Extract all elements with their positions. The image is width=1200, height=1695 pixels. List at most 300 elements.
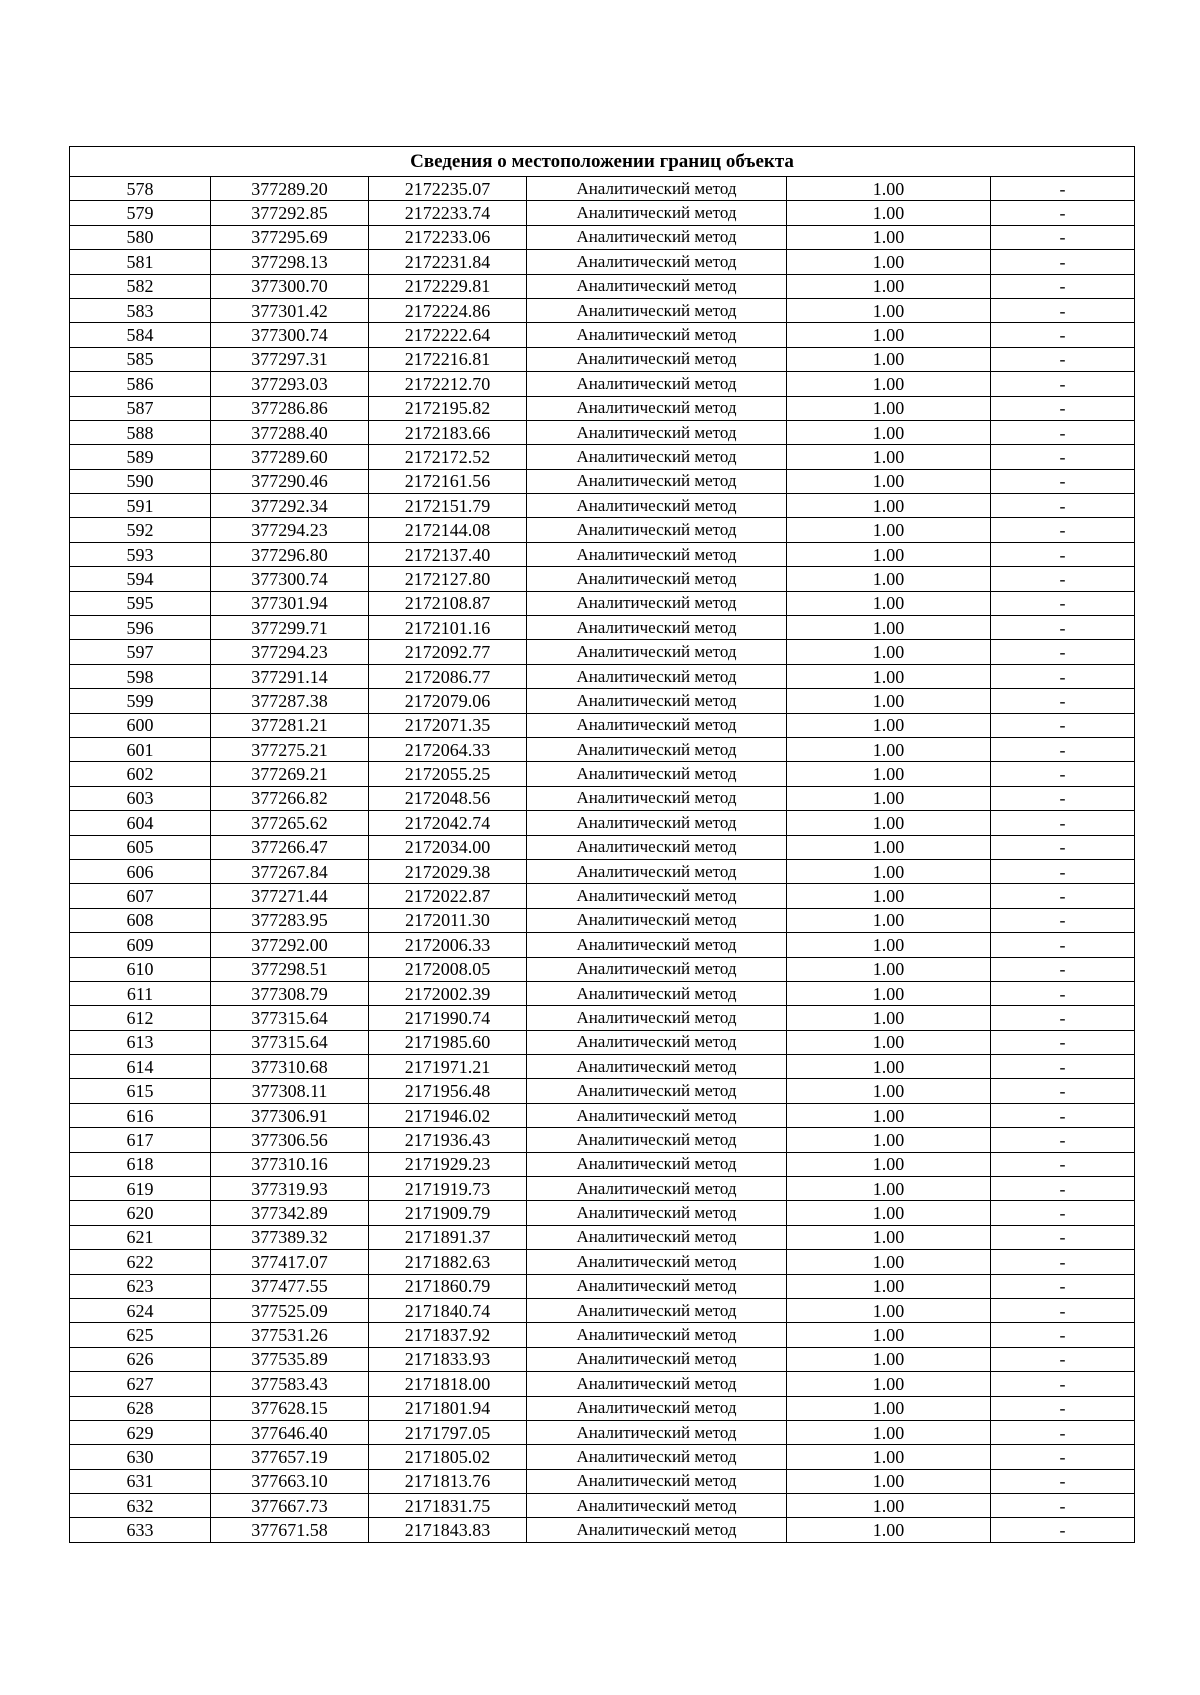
description-cell: - bbox=[991, 762, 1135, 786]
x-coordinate-cell: 377657.19 bbox=[211, 1445, 369, 1469]
point-number-cell: 621 bbox=[70, 1225, 211, 1249]
accuracy-cell: 1.00 bbox=[787, 1396, 991, 1420]
table-row bbox=[70, 1030, 1135, 1054]
y-coordinate-cell: 2171831.75 bbox=[369, 1494, 527, 1518]
table-row bbox=[70, 1274, 1135, 1298]
accuracy-cell: 1.00 bbox=[787, 1006, 991, 1030]
table-row bbox=[70, 664, 1135, 688]
point-number-cell: 613 bbox=[70, 1030, 211, 1054]
point-number-cell: 590 bbox=[70, 469, 211, 493]
y-coordinate-cell: 2171956.48 bbox=[369, 1079, 527, 1103]
x-coordinate-cell: 377389.32 bbox=[211, 1225, 369, 1249]
point-number-cell: 593 bbox=[70, 542, 211, 566]
table-row bbox=[70, 1128, 1135, 1152]
table-row bbox=[70, 1323, 1135, 1347]
point-number-cell: 627 bbox=[70, 1372, 211, 1396]
description-cell: - bbox=[991, 1396, 1135, 1420]
description-cell: - bbox=[991, 859, 1135, 883]
description-cell: - bbox=[991, 1030, 1135, 1054]
x-coordinate-cell: 377301.94 bbox=[211, 591, 369, 615]
table-row bbox=[70, 542, 1135, 566]
accuracy-cell: 1.00 bbox=[787, 494, 991, 518]
y-coordinate-cell: 2171971.21 bbox=[369, 1055, 527, 1079]
y-coordinate-cell: 2171860.79 bbox=[369, 1274, 527, 1298]
accuracy-cell: 1.00 bbox=[787, 664, 991, 688]
table-row bbox=[70, 1372, 1135, 1396]
x-coordinate-cell: 377300.74 bbox=[211, 567, 369, 591]
table-row bbox=[70, 274, 1135, 298]
description-cell: - bbox=[991, 1347, 1135, 1371]
x-coordinate-cell: 377535.89 bbox=[211, 1347, 369, 1371]
table-row bbox=[70, 737, 1135, 761]
x-coordinate-cell: 377269.21 bbox=[211, 762, 369, 786]
table-row bbox=[70, 201, 1135, 225]
x-coordinate-cell: 377646.40 bbox=[211, 1420, 369, 1444]
point-number-cell: 614 bbox=[70, 1055, 211, 1079]
y-coordinate-cell: 2172195.82 bbox=[369, 396, 527, 420]
table-row bbox=[70, 494, 1135, 518]
y-coordinate-cell: 2171909.79 bbox=[369, 1201, 527, 1225]
accuracy-cell: 1.00 bbox=[787, 1103, 991, 1127]
x-coordinate-cell: 377286.86 bbox=[211, 396, 369, 420]
method-cell: Аналитический метод bbox=[527, 1152, 787, 1176]
x-coordinate-cell: 377628.15 bbox=[211, 1396, 369, 1420]
point-number-cell: 626 bbox=[70, 1347, 211, 1371]
accuracy-cell: 1.00 bbox=[787, 372, 991, 396]
x-coordinate-cell: 377289.20 bbox=[211, 177, 369, 201]
accuracy-cell: 1.00 bbox=[787, 1372, 991, 1396]
method-cell: Аналитический метод bbox=[527, 250, 787, 274]
y-coordinate-cell: 2172212.70 bbox=[369, 372, 527, 396]
description-cell: - bbox=[991, 396, 1135, 420]
x-coordinate-cell: 377342.89 bbox=[211, 1201, 369, 1225]
x-coordinate-cell: 377310.16 bbox=[211, 1152, 369, 1176]
description-cell: - bbox=[991, 274, 1135, 298]
point-number-cell: 630 bbox=[70, 1445, 211, 1469]
table-row bbox=[70, 250, 1135, 274]
y-coordinate-cell: 2172011.30 bbox=[369, 908, 527, 932]
description-cell: - bbox=[991, 567, 1135, 591]
point-number-cell: 584 bbox=[70, 323, 211, 347]
y-coordinate-cell: 2172048.56 bbox=[369, 786, 527, 810]
table-row bbox=[70, 396, 1135, 420]
method-cell: Аналитический метод bbox=[527, 1494, 787, 1518]
x-coordinate-cell: 377298.13 bbox=[211, 250, 369, 274]
table-row bbox=[70, 689, 1135, 713]
method-cell: Аналитический метод bbox=[527, 396, 787, 420]
y-coordinate-cell: 2172008.05 bbox=[369, 957, 527, 981]
accuracy-cell: 1.00 bbox=[787, 1420, 991, 1444]
description-cell: - bbox=[991, 884, 1135, 908]
table-row bbox=[70, 1469, 1135, 1493]
x-coordinate-cell: 377306.56 bbox=[211, 1128, 369, 1152]
method-cell: Аналитический метод bbox=[527, 1372, 787, 1396]
y-coordinate-cell: 2171929.23 bbox=[369, 1152, 527, 1176]
x-coordinate-cell: 377663.10 bbox=[211, 1469, 369, 1493]
method-cell: Аналитический метод bbox=[527, 786, 787, 810]
accuracy-cell: 1.00 bbox=[787, 177, 991, 201]
table-row bbox=[70, 1103, 1135, 1127]
point-number-cell: 606 bbox=[70, 859, 211, 883]
point-number-cell: 605 bbox=[70, 835, 211, 859]
accuracy-cell: 1.00 bbox=[787, 469, 991, 493]
x-coordinate-cell: 377297.31 bbox=[211, 347, 369, 371]
method-cell: Аналитический метод bbox=[527, 445, 787, 469]
y-coordinate-cell: 2171801.94 bbox=[369, 1396, 527, 1420]
y-coordinate-cell: 2172235.07 bbox=[369, 177, 527, 201]
table-row bbox=[70, 1494, 1135, 1518]
point-number-cell: 612 bbox=[70, 1006, 211, 1030]
y-coordinate-cell: 2172224.86 bbox=[369, 298, 527, 322]
point-number-cell: 604 bbox=[70, 811, 211, 835]
x-coordinate-cell: 377275.21 bbox=[211, 737, 369, 761]
x-coordinate-cell: 377315.64 bbox=[211, 1006, 369, 1030]
point-number-cell: 619 bbox=[70, 1177, 211, 1201]
y-coordinate-cell: 2172183.66 bbox=[369, 420, 527, 444]
y-coordinate-cell: 2172161.56 bbox=[369, 469, 527, 493]
description-cell: - bbox=[991, 1250, 1135, 1274]
description-cell: - bbox=[991, 981, 1135, 1005]
point-number-cell: 616 bbox=[70, 1103, 211, 1127]
boundary-table bbox=[69, 146, 1135, 1543]
point-number-cell: 623 bbox=[70, 1274, 211, 1298]
description-cell: - bbox=[991, 786, 1135, 810]
method-cell: Аналитический метод bbox=[527, 762, 787, 786]
method-cell: Аналитический метод bbox=[527, 323, 787, 347]
y-coordinate-cell: 2171891.37 bbox=[369, 1225, 527, 1249]
x-coordinate-cell: 377295.69 bbox=[211, 225, 369, 249]
description-cell: - bbox=[991, 323, 1135, 347]
description-cell: - bbox=[991, 640, 1135, 664]
description-cell: - bbox=[991, 445, 1135, 469]
description-cell: - bbox=[991, 177, 1135, 201]
accuracy-cell: 1.00 bbox=[787, 201, 991, 225]
document-page bbox=[69, 146, 1134, 1543]
table-row bbox=[70, 469, 1135, 493]
accuracy-cell: 1.00 bbox=[787, 835, 991, 859]
y-coordinate-cell: 2172172.52 bbox=[369, 445, 527, 469]
description-cell: - bbox=[991, 494, 1135, 518]
accuracy-cell: 1.00 bbox=[787, 1201, 991, 1225]
y-coordinate-cell: 2171843.83 bbox=[369, 1518, 527, 1542]
x-coordinate-cell: 377301.42 bbox=[211, 298, 369, 322]
method-cell: Аналитический метод bbox=[527, 835, 787, 859]
method-cell: Аналитический метод bbox=[527, 908, 787, 932]
y-coordinate-cell: 2172034.00 bbox=[369, 835, 527, 859]
x-coordinate-cell: 377294.23 bbox=[211, 640, 369, 664]
point-number-cell: 610 bbox=[70, 957, 211, 981]
description-cell: - bbox=[991, 1128, 1135, 1152]
accuracy-cell: 1.00 bbox=[787, 957, 991, 981]
accuracy-cell: 1.00 bbox=[787, 347, 991, 371]
accuracy-cell: 1.00 bbox=[787, 250, 991, 274]
method-cell: Аналитический метод bbox=[527, 225, 787, 249]
accuracy-cell: 1.00 bbox=[787, 737, 991, 761]
accuracy-cell: 1.00 bbox=[787, 396, 991, 420]
method-cell: Аналитический метод bbox=[527, 811, 787, 835]
accuracy-cell: 1.00 bbox=[787, 298, 991, 322]
point-number-cell: 588 bbox=[70, 420, 211, 444]
description-cell: - bbox=[991, 420, 1135, 444]
method-cell: Аналитический метод bbox=[527, 567, 787, 591]
y-coordinate-cell: 2172233.06 bbox=[369, 225, 527, 249]
point-number-cell: 631 bbox=[70, 1469, 211, 1493]
y-coordinate-cell: 2172092.77 bbox=[369, 640, 527, 664]
table-row bbox=[70, 908, 1135, 932]
x-coordinate-cell: 377283.95 bbox=[211, 908, 369, 932]
accuracy-cell: 1.00 bbox=[787, 225, 991, 249]
point-number-cell: 598 bbox=[70, 664, 211, 688]
description-cell: - bbox=[991, 518, 1135, 542]
accuracy-cell: 1.00 bbox=[787, 1469, 991, 1493]
description-cell: - bbox=[991, 737, 1135, 761]
method-cell: Аналитический метод bbox=[527, 1079, 787, 1103]
point-number-cell: 601 bbox=[70, 737, 211, 761]
y-coordinate-cell: 2172222.64 bbox=[369, 323, 527, 347]
accuracy-cell: 1.00 bbox=[787, 1445, 991, 1469]
point-number-cell: 628 bbox=[70, 1396, 211, 1420]
method-cell: Аналитический метод bbox=[527, 664, 787, 688]
x-coordinate-cell: 377267.84 bbox=[211, 859, 369, 883]
table-title: Сведения о местоположении границ объекта bbox=[70, 147, 1135, 177]
accuracy-cell: 1.00 bbox=[787, 884, 991, 908]
description-cell: - bbox=[991, 469, 1135, 493]
point-number-cell: 589 bbox=[70, 445, 211, 469]
description-cell: - bbox=[991, 347, 1135, 371]
description-cell: - bbox=[991, 1201, 1135, 1225]
y-coordinate-cell: 2172079.06 bbox=[369, 689, 527, 713]
method-cell: Аналитический метод bbox=[527, 1177, 787, 1201]
point-number-cell: 608 bbox=[70, 908, 211, 932]
y-coordinate-cell: 2172086.77 bbox=[369, 664, 527, 688]
x-coordinate-cell: 377300.74 bbox=[211, 323, 369, 347]
accuracy-cell: 1.00 bbox=[787, 981, 991, 1005]
point-number-cell: 633 bbox=[70, 1518, 211, 1542]
description-cell: - bbox=[991, 811, 1135, 835]
point-number-cell: 582 bbox=[70, 274, 211, 298]
point-number-cell: 607 bbox=[70, 884, 211, 908]
method-cell: Аналитический метод bbox=[527, 1201, 787, 1225]
method-cell: Аналитический метод bbox=[527, 1445, 787, 1469]
method-cell: Аналитический метод bbox=[527, 542, 787, 566]
table-row bbox=[70, 884, 1135, 908]
accuracy-cell: 1.00 bbox=[787, 1494, 991, 1518]
x-coordinate-cell: 377583.43 bbox=[211, 1372, 369, 1396]
table-row bbox=[70, 1079, 1135, 1103]
x-coordinate-cell: 377308.79 bbox=[211, 981, 369, 1005]
point-number-cell: 581 bbox=[70, 250, 211, 274]
point-number-cell: 629 bbox=[70, 1420, 211, 1444]
accuracy-cell: 1.00 bbox=[787, 445, 991, 469]
table-row bbox=[70, 591, 1135, 615]
y-coordinate-cell: 2172002.39 bbox=[369, 981, 527, 1005]
description-cell: - bbox=[991, 542, 1135, 566]
method-cell: Аналитический метод bbox=[527, 1518, 787, 1542]
point-number-cell: 586 bbox=[70, 372, 211, 396]
description-cell: - bbox=[991, 591, 1135, 615]
point-number-cell: 620 bbox=[70, 1201, 211, 1225]
table-row bbox=[70, 859, 1135, 883]
x-coordinate-cell: 377306.91 bbox=[211, 1103, 369, 1127]
description-cell: - bbox=[991, 1323, 1135, 1347]
y-coordinate-cell: 2171805.02 bbox=[369, 1445, 527, 1469]
description-cell: - bbox=[991, 1055, 1135, 1079]
accuracy-cell: 1.00 bbox=[787, 542, 991, 566]
method-cell: Аналитический метод bbox=[527, 274, 787, 298]
accuracy-cell: 1.00 bbox=[787, 1518, 991, 1542]
point-number-cell: 625 bbox=[70, 1323, 211, 1347]
y-coordinate-cell: 2171833.93 bbox=[369, 1347, 527, 1371]
accuracy-cell: 1.00 bbox=[787, 1347, 991, 1371]
description-cell: - bbox=[991, 225, 1135, 249]
accuracy-cell: 1.00 bbox=[787, 640, 991, 664]
point-number-cell: 615 bbox=[70, 1079, 211, 1103]
method-cell: Аналитический метод bbox=[527, 737, 787, 761]
table-row bbox=[70, 616, 1135, 640]
table-row bbox=[70, 298, 1135, 322]
description-cell: - bbox=[991, 1494, 1135, 1518]
point-number-cell: 622 bbox=[70, 1250, 211, 1274]
y-coordinate-cell: 2172006.33 bbox=[369, 933, 527, 957]
y-coordinate-cell: 2171840.74 bbox=[369, 1298, 527, 1322]
method-cell: Аналитический метод bbox=[527, 616, 787, 640]
description-cell: - bbox=[991, 1079, 1135, 1103]
point-number-cell: 580 bbox=[70, 225, 211, 249]
point-number-cell: 596 bbox=[70, 616, 211, 640]
y-coordinate-cell: 2172216.81 bbox=[369, 347, 527, 371]
description-cell: - bbox=[991, 1274, 1135, 1298]
accuracy-cell: 1.00 bbox=[787, 274, 991, 298]
table-row bbox=[70, 420, 1135, 444]
method-cell: Аналитический метод bbox=[527, 689, 787, 713]
method-cell: Аналитический метод bbox=[527, 884, 787, 908]
x-coordinate-cell: 377319.93 bbox=[211, 1177, 369, 1201]
x-coordinate-cell: 377417.07 bbox=[211, 1250, 369, 1274]
accuracy-cell: 1.00 bbox=[787, 1152, 991, 1176]
point-number-cell: 602 bbox=[70, 762, 211, 786]
y-coordinate-cell: 2171990.74 bbox=[369, 1006, 527, 1030]
accuracy-cell: 1.00 bbox=[787, 1177, 991, 1201]
table-row bbox=[70, 347, 1135, 371]
x-coordinate-cell: 377288.40 bbox=[211, 420, 369, 444]
table-row bbox=[70, 567, 1135, 591]
x-coordinate-cell: 377266.47 bbox=[211, 835, 369, 859]
y-coordinate-cell: 2172029.38 bbox=[369, 859, 527, 883]
x-coordinate-cell: 377293.03 bbox=[211, 372, 369, 396]
x-coordinate-cell: 377315.64 bbox=[211, 1030, 369, 1054]
point-number-cell: 579 bbox=[70, 201, 211, 225]
y-coordinate-cell: 2172071.35 bbox=[369, 713, 527, 737]
table-row bbox=[70, 1250, 1135, 1274]
x-coordinate-cell: 377287.38 bbox=[211, 689, 369, 713]
accuracy-cell: 1.00 bbox=[787, 1055, 991, 1079]
method-cell: Аналитический метод bbox=[527, 1055, 787, 1079]
point-number-cell: 595 bbox=[70, 591, 211, 615]
x-coordinate-cell: 377265.62 bbox=[211, 811, 369, 835]
method-cell: Аналитический метод bbox=[527, 469, 787, 493]
point-number-cell: 578 bbox=[70, 177, 211, 201]
method-cell: Аналитический метод bbox=[527, 1274, 787, 1298]
description-cell: - bbox=[991, 957, 1135, 981]
description-cell: - bbox=[991, 1177, 1135, 1201]
accuracy-cell: 1.00 bbox=[787, 616, 991, 640]
y-coordinate-cell: 2171797.05 bbox=[369, 1420, 527, 1444]
table-body bbox=[70, 177, 1135, 1543]
method-cell: Аналитический метод bbox=[527, 1469, 787, 1493]
x-coordinate-cell: 377271.44 bbox=[211, 884, 369, 908]
point-number-cell: 597 bbox=[70, 640, 211, 664]
method-cell: Аналитический метод bbox=[527, 981, 787, 1005]
method-cell: Аналитический метод bbox=[527, 1030, 787, 1054]
point-number-cell: 583 bbox=[70, 298, 211, 322]
y-coordinate-cell: 2172022.87 bbox=[369, 884, 527, 908]
table-row bbox=[70, 1396, 1135, 1420]
accuracy-cell: 1.00 bbox=[787, 420, 991, 444]
method-cell: Аналитический метод bbox=[527, 1396, 787, 1420]
description-cell: - bbox=[991, 250, 1135, 274]
method-cell: Аналитический метод bbox=[527, 1323, 787, 1347]
x-coordinate-cell: 377531.26 bbox=[211, 1323, 369, 1347]
description-cell: - bbox=[991, 298, 1135, 322]
description-cell: - bbox=[991, 689, 1135, 713]
accuracy-cell: 1.00 bbox=[787, 591, 991, 615]
point-number-cell: 611 bbox=[70, 981, 211, 1005]
method-cell: Аналитический метод bbox=[527, 1006, 787, 1030]
method-cell: Аналитический метод bbox=[527, 347, 787, 371]
method-cell: Аналитический метод bbox=[527, 591, 787, 615]
table-row bbox=[70, 1055, 1135, 1079]
y-coordinate-cell: 2172064.33 bbox=[369, 737, 527, 761]
description-cell: - bbox=[991, 1225, 1135, 1249]
table-row bbox=[70, 1177, 1135, 1201]
description-cell: - bbox=[991, 933, 1135, 957]
accuracy-cell: 1.00 bbox=[787, 1128, 991, 1152]
method-cell: Аналитический метод bbox=[527, 372, 787, 396]
method-cell: Аналитический метод bbox=[527, 298, 787, 322]
point-number-cell: 609 bbox=[70, 933, 211, 957]
table-row bbox=[70, 957, 1135, 981]
point-number-cell: 603 bbox=[70, 786, 211, 810]
table-row bbox=[70, 762, 1135, 786]
accuracy-cell: 1.00 bbox=[787, 1225, 991, 1249]
method-cell: Аналитический метод bbox=[527, 1298, 787, 1322]
table-row bbox=[70, 713, 1135, 737]
point-number-cell: 587 bbox=[70, 396, 211, 420]
description-cell: - bbox=[991, 835, 1135, 859]
x-coordinate-cell: 377289.60 bbox=[211, 445, 369, 469]
y-coordinate-cell: 2171882.63 bbox=[369, 1250, 527, 1274]
accuracy-cell: 1.00 bbox=[787, 518, 991, 542]
point-number-cell: 592 bbox=[70, 518, 211, 542]
table-row bbox=[70, 1006, 1135, 1030]
x-coordinate-cell: 377296.80 bbox=[211, 542, 369, 566]
x-coordinate-cell: 377298.51 bbox=[211, 957, 369, 981]
accuracy-cell: 1.00 bbox=[787, 323, 991, 347]
accuracy-cell: 1.00 bbox=[787, 1298, 991, 1322]
method-cell: Аналитический метод bbox=[527, 420, 787, 444]
y-coordinate-cell: 2172144.08 bbox=[369, 518, 527, 542]
x-coordinate-cell: 377299.71 bbox=[211, 616, 369, 640]
description-cell: - bbox=[991, 1445, 1135, 1469]
table-row bbox=[70, 811, 1135, 835]
method-cell: Аналитический метод bbox=[527, 957, 787, 981]
method-cell: Аналитический метод bbox=[527, 177, 787, 201]
description-cell: - bbox=[991, 1469, 1135, 1493]
method-cell: Аналитический метод bbox=[527, 518, 787, 542]
x-coordinate-cell: 377281.21 bbox=[211, 713, 369, 737]
accuracy-cell: 1.00 bbox=[787, 762, 991, 786]
point-number-cell: 600 bbox=[70, 713, 211, 737]
